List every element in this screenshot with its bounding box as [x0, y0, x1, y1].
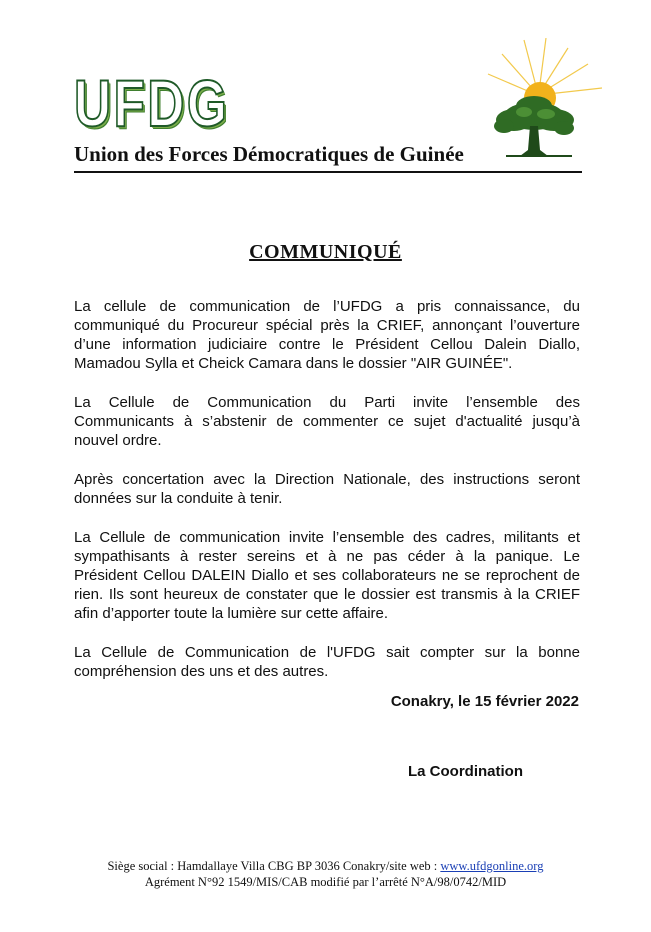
header-divider	[74, 171, 582, 173]
tree-sun-logo-icon	[484, 38, 604, 163]
paragraph	[74, 528, 580, 623]
paragraph-line: compréhension des uns et des autres.	[74, 663, 329, 680]
document-title: COMMUNIQUÉ	[249, 241, 402, 263]
paragraph-line: La Cellule de Communication de l'UFDG sait compter sur la bonne	[74, 644, 580, 661]
footer	[0, 858, 651, 890]
signature: La Coordination	[408, 763, 523, 780]
paragraph-line: La cellule de communication de l’UFDG a pris connaissance, du	[74, 298, 580, 315]
date-line: Conakry, le 15 février 2022	[390, 693, 579, 710]
paragraph-line: sympathisants à rester sereins et à ne pas céder à la panique. Le	[74, 548, 580, 565]
paragraph-line: La Cellule de Communication du Parti invite l’ensemble des	[74, 394, 580, 411]
paragraph-line: nouvel ordre.	[74, 432, 162, 449]
paragraph-line: données sur la conduite à tenir.	[74, 490, 283, 507]
organization-name: Union des Forces Démocratiques de Guinée	[74, 142, 464, 166]
paragraph-line: afin d’apporter toute la lumière sur cette affaire.	[74, 605, 389, 622]
paragraph	[74, 643, 580, 681]
paragraph-line: communiqué du Procureur spécial près la CRIEF, annonçant l’ouverture	[74, 317, 580, 334]
website-link[interactable]: www.ufdgonline.org	[440, 859, 544, 873]
paragraph	[74, 297, 580, 373]
ufdg-logo-text: UFDG	[74, 66, 230, 140]
paragraph-line: Communicants à s’abstenir de commenter ce sujet d'actualité jusqu’à	[74, 413, 580, 430]
paragraph-line: Mamadou Sylla et Cheick Camara dans le dossier "AIR GUINÉE".	[74, 355, 513, 372]
footer-address: Siège social : Hamdallaye Villa CBG BP 3036 Conakry/site web :	[107, 859, 441, 873]
paragraph-line: d’une information judiciaire contre le Président Cellou Dalein Diallo,	[74, 336, 580, 353]
paragraph-line: Président Cellou DALEIN Diallo et ses collaborateurs ne se reprochent de	[74, 567, 580, 584]
paragraph	[74, 393, 580, 450]
paragraph-line: La Cellule de communication invite l’ensemble des cadres, militants et	[74, 529, 580, 546]
paragraph-line: rien. Ils sont heureux de constater que le dossier est transmis à la CRIEF	[74, 586, 580, 603]
paragraph	[74, 470, 580, 508]
footer-address-line	[0, 858, 651, 874]
paragraph-line: Après concertation avec la Direction Nationale, des instructions seront	[74, 471, 580, 488]
footer-agreement: Agrément N°92 1549/MIS/CAB modifié par l’arrêté N°A/98/0742/MID	[144, 875, 507, 889]
communique-body	[74, 297, 580, 701]
